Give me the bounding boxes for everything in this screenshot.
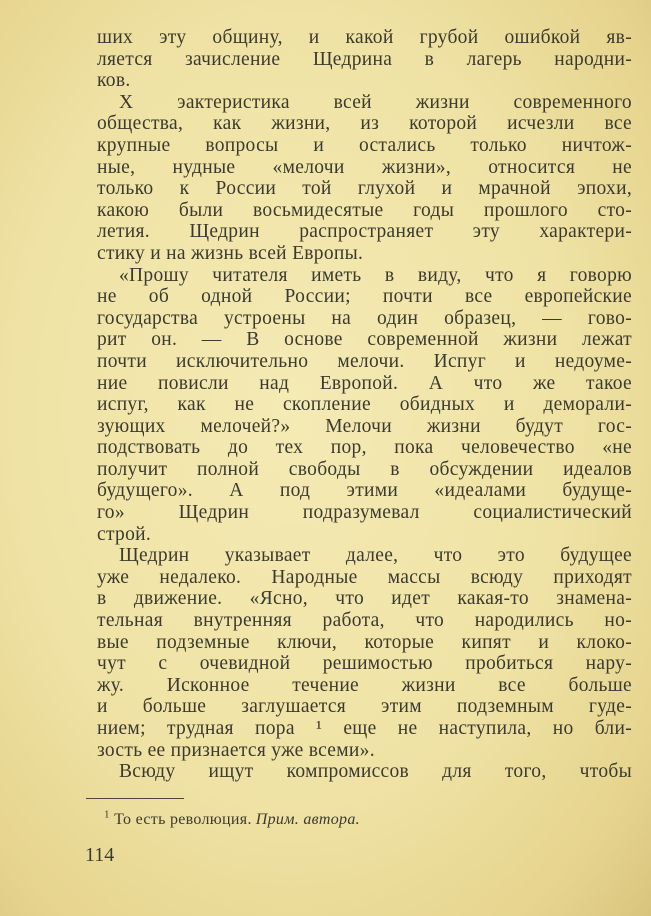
- text-line: чут с очевидной решимостью пробиться нару-: [97, 653, 632, 675]
- text-line: вые подземные ключи, которые кипят и клоко-: [97, 631, 632, 653]
- text-line: ляется зачисление Щедрина в лагерь народни-: [97, 48, 632, 70]
- text-line: зующих мелочей?» Мелочи жизни будут гос-: [97, 415, 632, 437]
- body-text: [97, 27, 632, 783]
- text-line: общества, как жизни, из которой исчезли все: [97, 113, 632, 135]
- text-line: почти исключительно мелочи. Испуг и недоуме-: [97, 350, 632, 372]
- text-line: летия. Щедрин распространяет эту характери-: [97, 221, 632, 243]
- text-line: «Прошу читателя иметь в виду, что я говорю: [119, 264, 632, 286]
- footnote-rule: [86, 798, 184, 799]
- text-line: строй.: [97, 523, 152, 545]
- text-line: будущего». А под этими «идеалами будуще-: [97, 480, 632, 502]
- footnote-text: То есть революция.: [114, 811, 252, 828]
- text-line: го» Щедрин подразумевал социалистический: [97, 502, 632, 524]
- text-line: ние повисли над Европой. А что же такое: [97, 372, 632, 394]
- text-line: какою были восьмидесятые годы прошлого сто-: [97, 199, 632, 221]
- text-line: только к России той глухой и мрачной эпохи,: [97, 178, 632, 200]
- text-line: тельная внутренняя работа, что народились но-: [97, 610, 632, 632]
- text-line: ные, нудные «мелочи жизни», относится не: [97, 156, 632, 178]
- text-line: не об одной России; почти все европейские: [97, 286, 632, 308]
- footnote-author-note: Прим. автора.: [255, 811, 360, 828]
- text-line: в движение. «Ясно, что идет какая-то знамена-: [97, 588, 632, 610]
- text-line: государства устроены на один образец, — гово-: [97, 307, 632, 329]
- text-line: ков.: [97, 70, 131, 92]
- footnote: [104, 810, 360, 830]
- text-line: рит он. — В основе современной жизни лежат: [97, 329, 632, 351]
- page-number: 114: [85, 844, 115, 866]
- text-line: Всюду ищут компромиссов для того, чтобы: [119, 761, 632, 783]
- text-line: крупные вопросы и остались только ничтож-: [97, 134, 632, 156]
- footnote-mark: 1: [104, 808, 110, 821]
- text-line: и больше заглушается этим подземным гуде-: [97, 696, 632, 718]
- text-line: испуг, как не скопление обидных и деморали-: [97, 394, 632, 416]
- text-line: жу. Исконное течение жизни все больше: [97, 674, 632, 696]
- text-line: Х эактеристика всей жизни современного: [119, 91, 632, 113]
- text-line: нием; трудная пора ¹ еще не наступила, но бли-: [97, 718, 632, 739]
- text-line: стику и на жизнь всей Европы.: [97, 242, 364, 264]
- text-line: уже недалеко. Народные массы всюду приходят: [97, 566, 632, 588]
- text-line: получит полной свободы в обсуждении идеалов: [97, 458, 632, 480]
- text-line: подствовать до тех пор, пока человечество «не: [97, 437, 632, 459]
- text-line: Щедрин указывает далее, что это будущее: [119, 545, 632, 567]
- text-line: ших эту общину, и какой грубой ошибкой яв-: [97, 27, 632, 48]
- text-line: зость ее признается уже всеми».: [97, 739, 375, 761]
